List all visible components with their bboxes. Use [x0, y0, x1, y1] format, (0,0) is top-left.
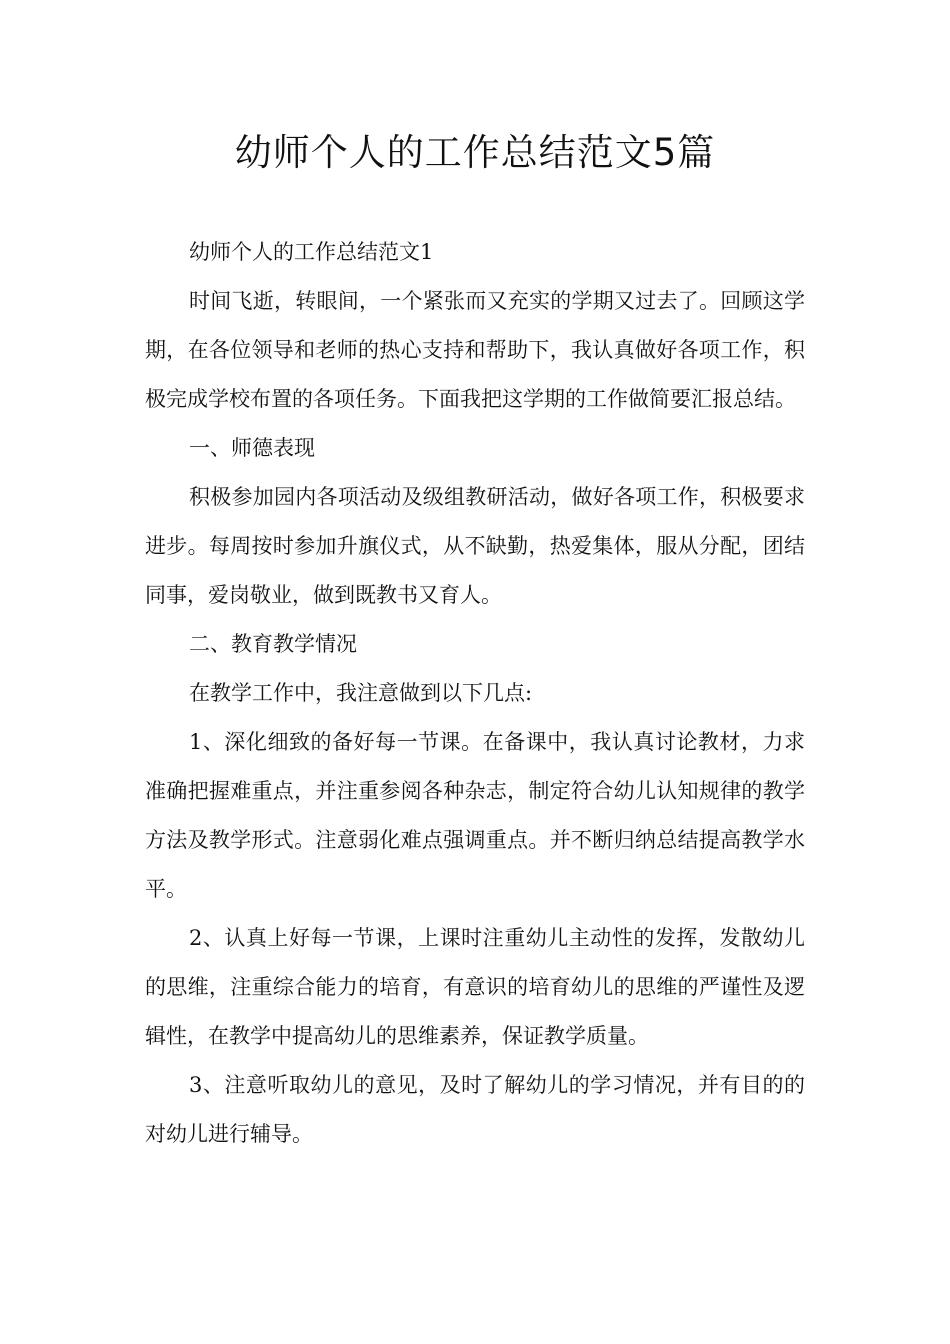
document-body	[145, 228, 805, 1159]
section-heading-essay-1: 幼师个人的工作总结范文1	[189, 240, 434, 264]
list-item-3: 3、注意听取幼儿的意见，及时了解幼儿的学习情况，并有目的的对幼儿进行辅导。	[145, 1073, 805, 1146]
section-heading-teaching: 二、教育教学情况	[189, 632, 357, 656]
paragraph-ethics: 积极参加园内各项活动及级组教研活动，做好各项工作，积极要求进步。每周按时参加升旗仪式，从不缺勤，热爱集体，服从分配，团结同事，爱岗敬业，做到既教书又育人。	[145, 485, 805, 607]
list-item-1: 1、深化细致的备好每一节课。在备课中，我认真讨论教材，力求准确把握难重点，并注重参阅各种杂志，制定符合幼儿认知规律的教学方法及教学形式。注意弱化难点强调重点。并不断归纳总结提高教学水平。	[145, 730, 805, 901]
paragraph-intro: 时间飞逝，转眼间，一个紧张而又充实的学期又过去了。回顾这学期，在各位领导和老师的热心支持和帮助下，我认真做好各项工作，积极完成学校布置的各项任务。下面我把这学期的工作做简要汇报总结。	[145, 289, 805, 411]
section-heading-ethics: 一、师德表现	[189, 436, 315, 460]
list-item-2: 2、认真上好每一节课，上课时注重幼儿主动性的发挥，发散幼儿的思维，注重综合能力的培育，有意识的培育幼儿的思维的严谨性及逻辑性，在教学中提高幼儿的思维素养，保证教学质量。	[145, 926, 805, 1048]
paragraph-teaching-intro: 在教学工作中，我注意做到以下几点:	[189, 681, 533, 705]
document-title: 幼师个人的工作总结范文5篇	[234, 131, 716, 174]
